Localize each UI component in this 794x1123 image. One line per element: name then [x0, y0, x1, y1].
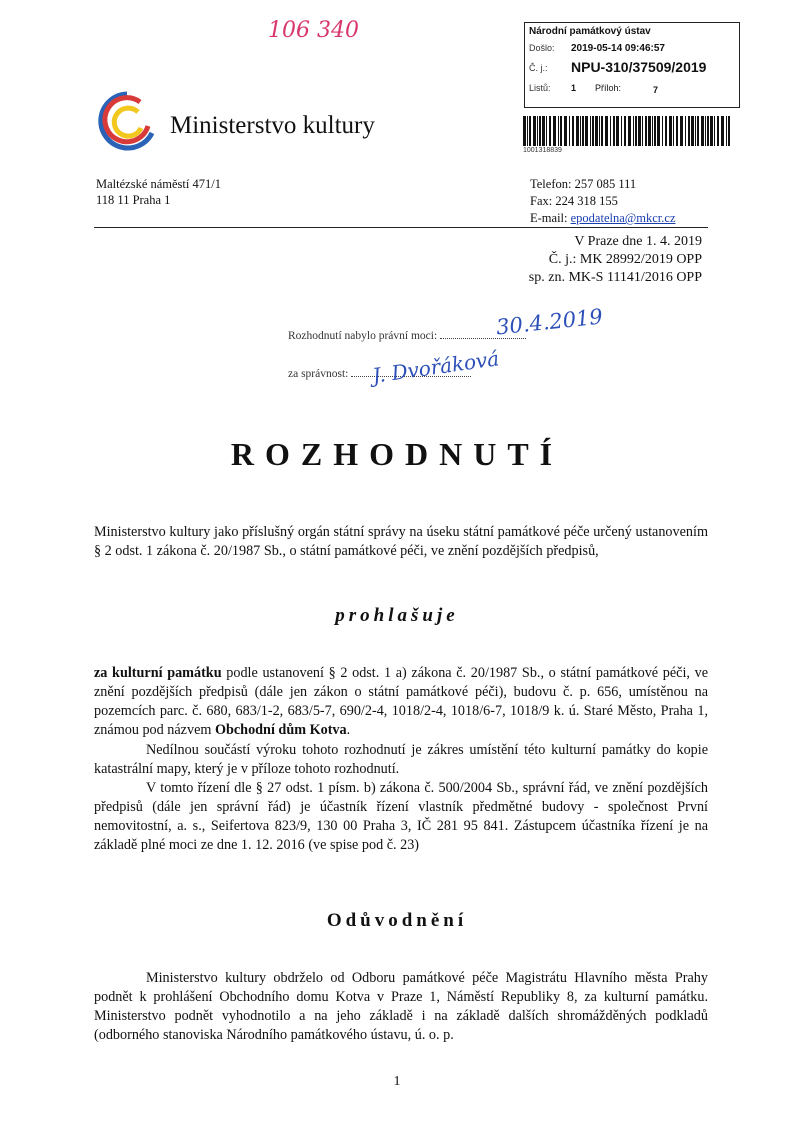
- barcode-bar: [616, 116, 619, 146]
- barcode-bar: [592, 116, 594, 146]
- barcode-bar: [652, 116, 653, 146]
- legal-force-label: Rozhodnutí nabylo právní moci:: [288, 330, 438, 342]
- barcode-bar: [523, 116, 526, 146]
- stamp-listu-label: Listů:: [529, 83, 551, 93]
- barcode-bar: [638, 116, 641, 146]
- stamp-office: Národní památkový ústav: [529, 26, 651, 37]
- barcode-bar: [624, 116, 626, 146]
- barcode: [523, 116, 733, 146]
- document-title: ROZHODNUTÍ: [230, 436, 564, 472]
- correctness-label: za správnost:: [288, 368, 349, 380]
- barcode-bar: [697, 116, 699, 146]
- letterhead-divider: [94, 227, 708, 228]
- handwritten-signature: J. Dvořáková: [370, 346, 501, 388]
- annex-paragraph: Nedílnou součástí výroku tohoto rozhodnutí je zákres umístění této kulturní památky do kopie katastrální mapy, který je v příloze tohoto rozhodnutí.: [94, 742, 708, 777]
- verdict-text: podle ustanovení § 2 odst. 1 a) zákona č. 20/1987 Sb., o státní památkové péči, ve znění pozdějších předpisů (dále jen zákon o státní památkové péči), budovu č. p. 656, umístěnou na pozemcích parc. č. 680, 683/1-2, 683/5-7, 690/2-4, 1018/2-4, 1018/6-7, 1018/9 k. ú. Staré Město, Praha 1, známou pod názvem: [94, 665, 708, 738]
- verdict-paragraph: [94, 664, 708, 740]
- barcode-bar: [549, 116, 551, 146]
- barcode-bar: [621, 116, 622, 146]
- barcode-bar: [662, 116, 663, 146]
- reference-spzn: sp. zn. MK-S 11141/2016 OPP: [528, 270, 702, 285]
- legal-force-dots: [440, 338, 526, 339]
- page-number: 1: [393, 1074, 401, 1089]
- verdict-end: .: [346, 722, 351, 738]
- stamp-priloh-value: 7: [653, 85, 659, 95]
- declares-heading: prohlašuje: [335, 605, 459, 626]
- verdict-bold-start: za kulturní památku: [94, 665, 222, 681]
- barcode-bar: [533, 116, 536, 146]
- barcode-bar: [599, 116, 600, 146]
- barcode-bar: [721, 116, 724, 146]
- ministry-contact: [530, 176, 676, 227]
- barcode-bar: [673, 116, 674, 146]
- handwritten-legal-date: 30.4.2019: [495, 304, 604, 340]
- handwritten-registry-number: 106 340: [268, 18, 359, 43]
- barcode-bar: [695, 116, 696, 146]
- barcode-bar: [558, 116, 559, 146]
- legal-force-line: [288, 330, 526, 342]
- barcode-bar: [595, 116, 598, 146]
- barcode-bar: [572, 116, 574, 146]
- barcode-bar: [676, 116, 678, 146]
- stamp-doslo-label: Došlo:: [529, 43, 555, 53]
- barcode-bar: [569, 116, 570, 146]
- barcode-bar: [605, 116, 608, 146]
- barcode-bar: [613, 116, 615, 146]
- stamp-doslo-value: 2019-05-14 09:46:57: [571, 43, 665, 54]
- reference-cj: Č. j.: MK 28992/2019 OPP: [548, 252, 702, 267]
- barcode-bar: [564, 116, 567, 146]
- barcode-bar: [560, 116, 562, 146]
- barcode-bar: [669, 116, 672, 146]
- barcode-bar: [633, 116, 634, 146]
- barcode-bar: [642, 116, 643, 146]
- barcode-bar: [539, 116, 541, 146]
- stamp-cj-value: NPU-310/37509/2019: [571, 59, 707, 75]
- address-line-1: Maltézské náměstí 471/1: [96, 177, 221, 191]
- participant-paragraph: V tomto řízení dle § 27 odst. 1 písm. b) zákona č. 500/2004 Sb., správní řád, ve znění pozdějších předpisů (dále jen správní řád) je účastník řízení vlastník předmětné budovy - společnost První nemovitostní, a. s., Seifertova 823/9, 130 00 Praha 3, IČ 281 95 841. Zástupcem účastníka řízení je na základě plné moci ze dne 1. 12. 2016 (ve spise pod č. 23): [94, 780, 708, 853]
- ministry-address: [96, 176, 221, 208]
- intro-paragraph: Ministerstvo kultury jako příslušný orgán státní správy na úseku státní památkové péče určený ustanovením § 2 odst. 1 zákona č. 20/1987 Sb., o státní památkové péči, ve znění pozdějších předpisů,: [94, 524, 708, 559]
- barcode-bar: [645, 116, 647, 146]
- barcode-bar: [576, 116, 579, 146]
- barcode-bar: [529, 116, 531, 146]
- barcode-bar: [717, 116, 719, 146]
- barcode-bar: [688, 116, 690, 146]
- email-label: E-mail:: [530, 211, 571, 225]
- email-line: [530, 210, 676, 227]
- barcode-bar: [654, 116, 656, 146]
- stamp-listu-value: 1: [571, 83, 577, 93]
- stamp-priloh-label: Příloh:: [595, 83, 622, 93]
- barcode-bar: [648, 116, 651, 146]
- barcode-bar: [610, 116, 611, 146]
- barcode-number: 1001318839: [523, 147, 562, 154]
- address-line-2: 118 11 Praha 1: [96, 193, 171, 207]
- place-date: V Praze dne 1. 4. 2019: [574, 234, 702, 249]
- barcode-bar: [701, 116, 704, 146]
- barcode-bar: [546, 116, 547, 146]
- barcode-bar: [542, 116, 545, 146]
- barcode-bar: [590, 116, 591, 146]
- reasoning-paragraph: Ministerstvo kultury obdrželo od Odboru památkové péče Magistrátu Hlavního města Prahy podnět k prohlášení Obchodního domu Kotva v Praze 1, Náměstí Republiky 8, za kulturní památku. Ministerstvo podnět vyhodnotilo a na jeho základě i na základě dalších shromážděných podkladů (odborného stanoviska Národního památkového ústavu, ú. o. p.: [94, 970, 708, 1043]
- fax-text: Fax: 224 318 155: [530, 194, 618, 208]
- barcode-bar: [726, 116, 727, 146]
- barcode-bar: [585, 116, 588, 146]
- barcode-bar: [657, 116, 660, 146]
- barcode-bar: [710, 116, 713, 146]
- barcode-bar: [705, 116, 706, 146]
- barcode-bar: [635, 116, 637, 146]
- verdict-bold-end: Obchodní dům Kotva: [214, 722, 347, 738]
- email-link[interactable]: epodatelna@mkcr.cz: [570, 211, 676, 225]
- barcode-bar: [685, 116, 686, 146]
- barcode-bar: [691, 116, 694, 146]
- reasoning-heading: Odůvodnění: [326, 910, 468, 931]
- barcode-bar: [527, 116, 528, 146]
- phone-text: Telefon: 257 085 111: [530, 177, 637, 191]
- barcode-bar: [580, 116, 581, 146]
- barcode-bar: [537, 116, 538, 146]
- barcode-bar: [680, 116, 683, 146]
- barcode-bar: [714, 116, 715, 146]
- reference-block: [529, 233, 702, 287]
- barcode-bar: [707, 116, 709, 146]
- barcode-bar: [553, 116, 556, 146]
- barcode-bar: [665, 116, 667, 146]
- ministry-name: Ministerstvo kultury: [170, 112, 375, 139]
- barcode-bar: [582, 116, 584, 146]
- barcode-bar: [628, 116, 631, 146]
- ministry-logo-icon: [96, 90, 158, 152]
- stamp-cj-label: Č. j.:: [529, 63, 548, 73]
- receipt-stamp: [524, 22, 740, 108]
- barcode-bar: [728, 116, 730, 146]
- barcode-bar: [601, 116, 603, 146]
